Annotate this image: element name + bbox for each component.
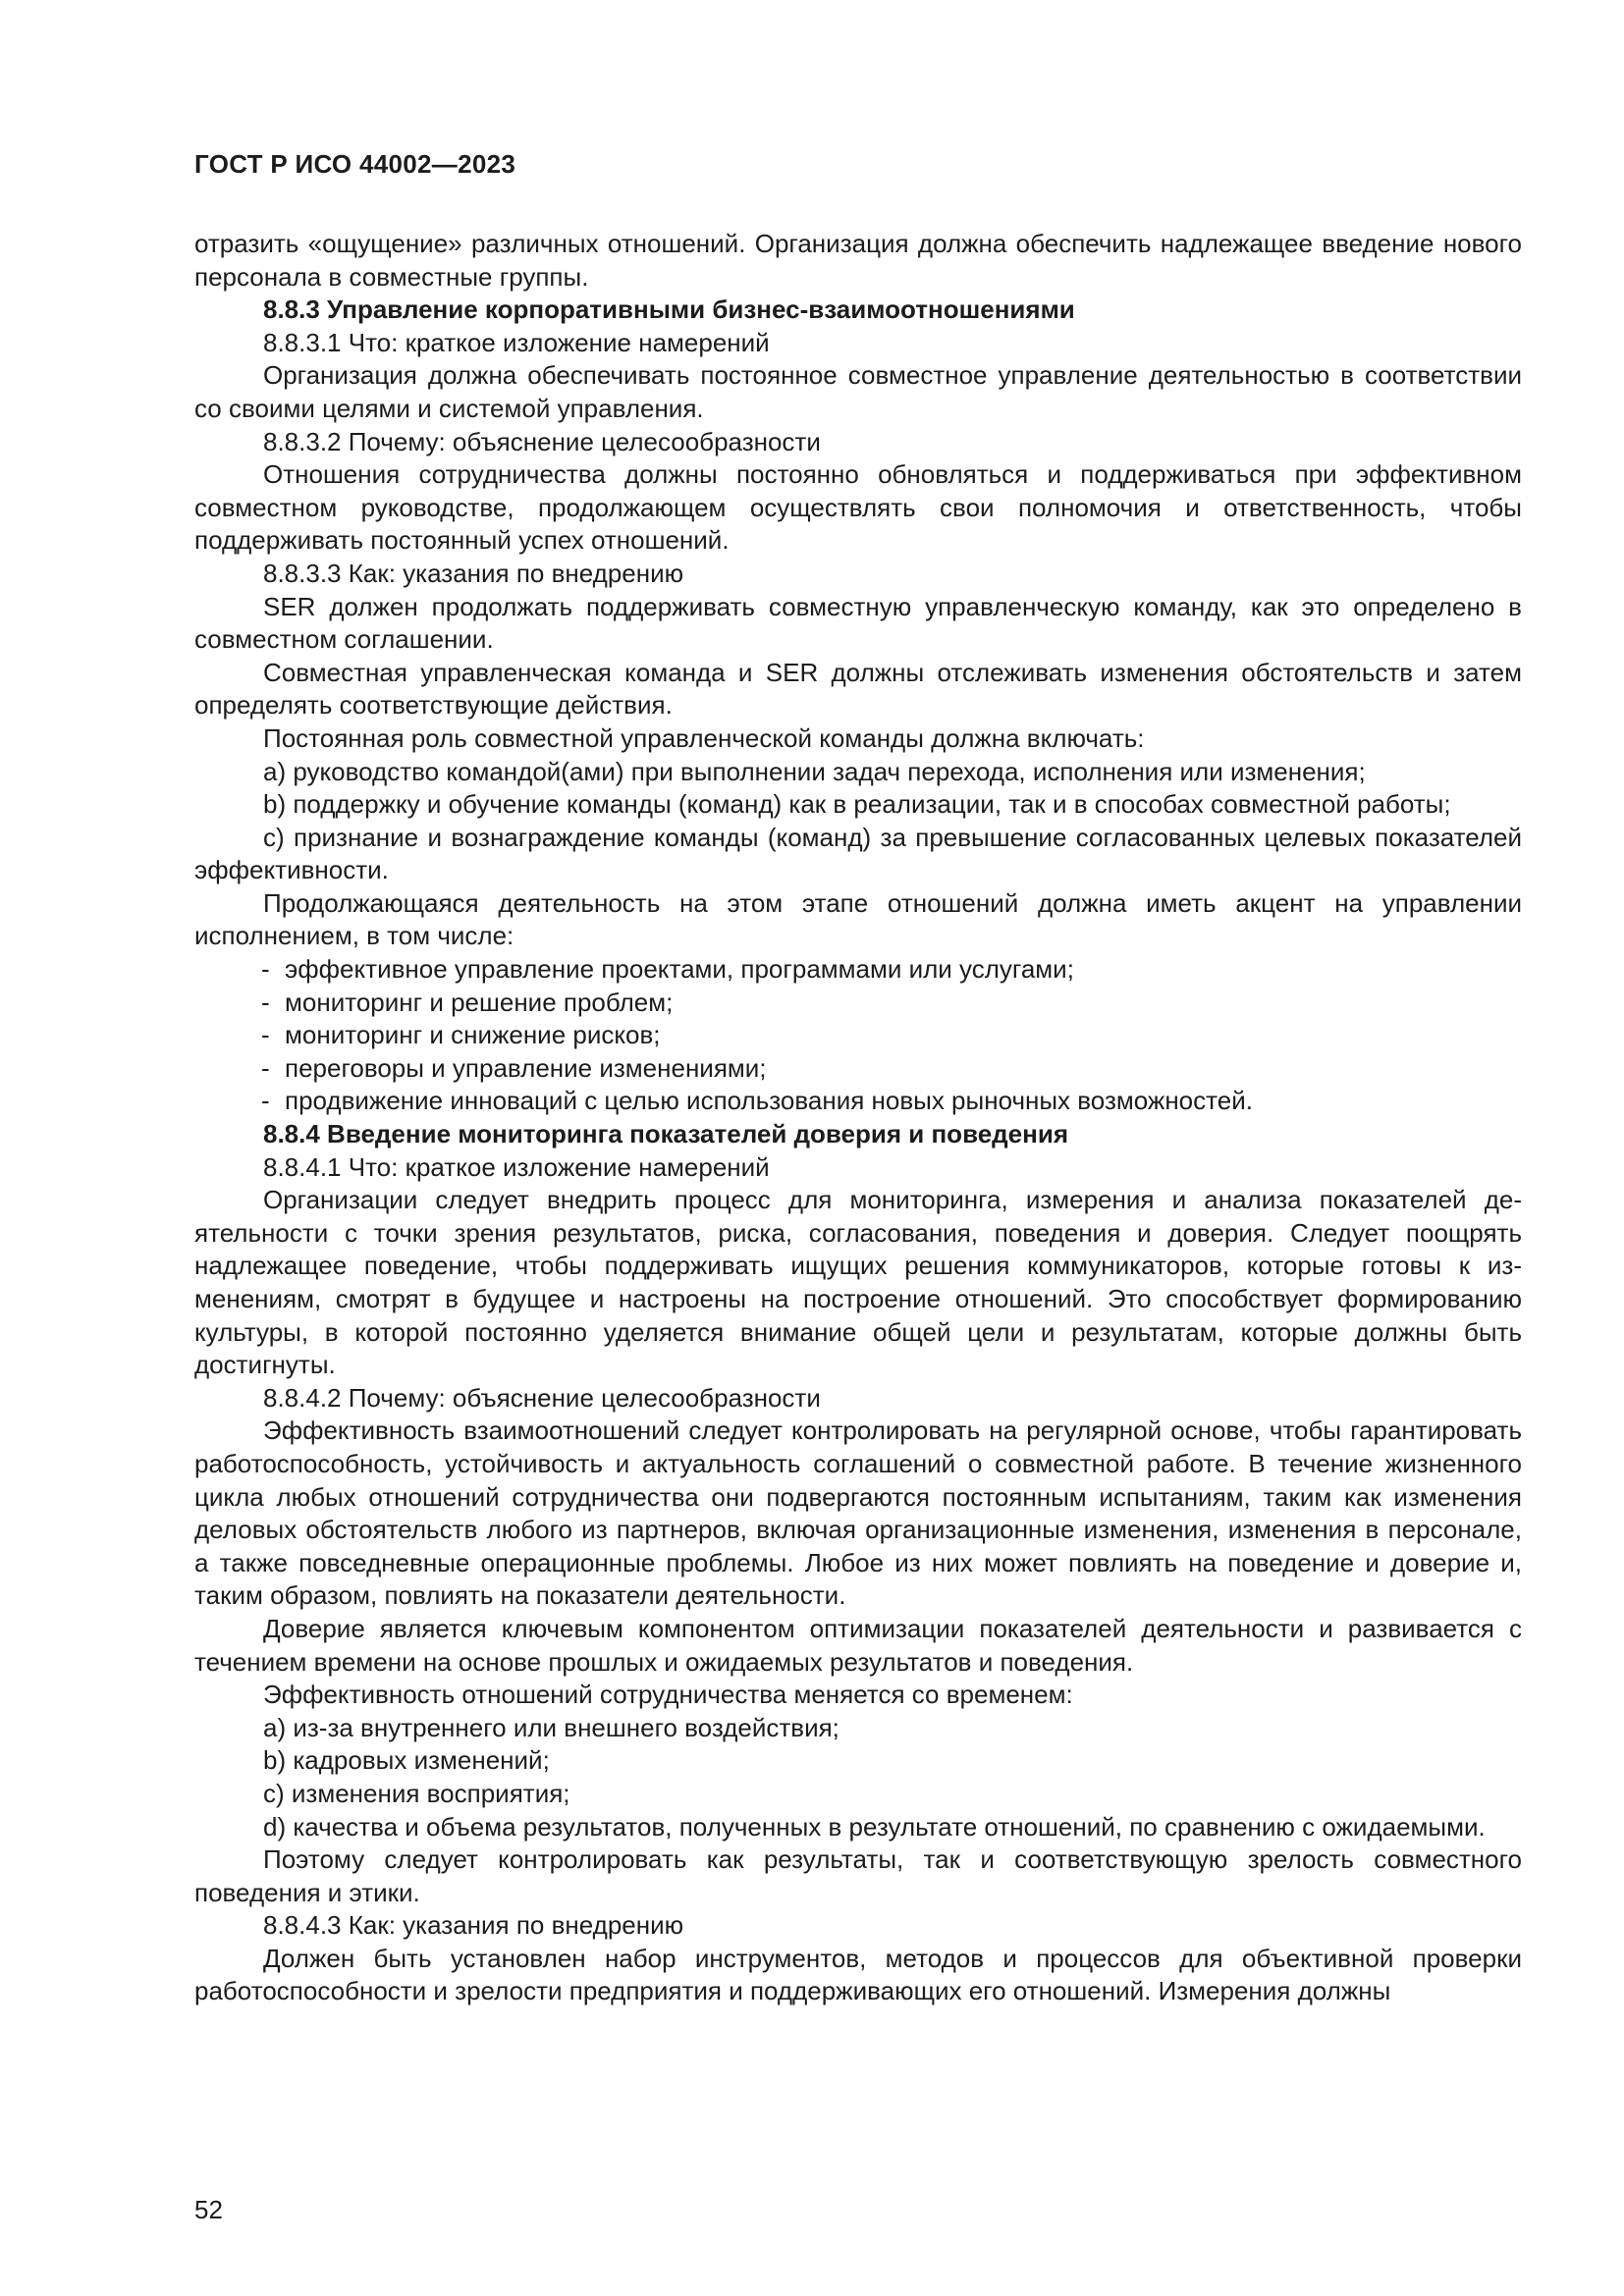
list-item: d) качества и объема результатов, полученных в результате отношений, по сравнению с ожидаемыми.	[263, 1811, 1486, 1842]
list-item: a) руководство командой(ами) при выполнении задач перехода, исполнения или изменения;	[263, 756, 1366, 786]
paragraph: Совместная управленческая команда и SER должны отслеживать изменения обстоятельств и затем определять соответствующие действия.	[194, 657, 1522, 721]
list-item: b) поддержку и обучение команды (команд) как в реализации, так и в способах совместной работы;	[263, 789, 1451, 820]
paragraph: Должен быть установлен набор инструментов, методов и процессов для объективной проверки работоспособности и зрелости предприятия и поддерживающих его отношений. Измерения должны	[194, 1943, 1522, 2006]
dash-list-item	[194, 1019, 1522, 1052]
dash-list-item-text: эффективное управление проектами, программами или услугами;	[285, 954, 1074, 985]
paragraph: Поэтому следует контролировать как результаты, так и соответствующую зрелость совместного поведения и этики.	[194, 1844, 1522, 1907]
list-item: c) изменения восприятия;	[263, 1778, 570, 1808]
page-number: 52	[194, 2195, 223, 2224]
paragraph: Организации следует внедрить процесс для мониторинга, измерения и анализа показателей деятельности с точки зрения результатов, риска, согласования, поведения и доверия. Следует поощрять надлежащее поведение, чтобы поддерживать ищущих решения коммуникаторов, которые готовы к изменениям, смотрят в будущее и настроены на построение отношений. Это способствует формированию культуры, в которой постоянно уделяется внимание общей цели и результатам, которые должны быть достигнуты.	[194, 1185, 1522, 1380]
dash-list-item	[194, 953, 1522, 987]
paragraph: Продолжающаяся деятельность на этом этапе отношений должна иметь акцент на управлении исполнением, в том числе:	[194, 887, 1522, 951]
subsection-title: 8.8.4.1 Что: краткое изложение намерений	[263, 1151, 770, 1182]
document-body	[194, 228, 1522, 2008]
paragraph: Доверие является ключевым компонентом оптимизации показателей деятельности и развивается с течением времени на основе прошлых и ожидаемых результатов и поведения.	[194, 1613, 1522, 1677]
dash-list-item-text: мониторинг и решение проблем;	[285, 987, 674, 1017]
paragraph: Отношения сотрудничества должны постоянно обновляться и поддерживаться при эффективном совместном руководстве, продолжающем осуществлять свои полномочия и ответственность, чтобы поддерживать постоянный успех отношений.	[194, 459, 1522, 556]
dash-list-item	[194, 987, 1522, 1020]
list-item: b) кадровых изменений;	[263, 1745, 550, 1776]
paragraph: SER должен продолжать поддерживать совместную управленческую команду, как это определено в совместном соглашении.	[194, 591, 1522, 655]
subsection-title: 8.8.3.2 Почему: объяснение целесообразности	[263, 426, 821, 456]
document-page	[194, 0, 1522, 2296]
paragraph: Постоянная роль совместной управленческой команды должна включать:	[263, 722, 1145, 753]
subsection-title: 8.8.4.3 Как: указания по внедрению	[263, 1910, 684, 1941]
dash-list-item	[194, 1085, 1522, 1118]
dash-list-item-text: продвижение инноваций с целью использования новых рыночных возможностей.	[285, 1086, 1253, 1116]
dash-list-item-text: мониторинг и снижение рисков;	[285, 1020, 661, 1050]
paragraph: Эффективность взаимоотношений следует контролировать на регулярной основе, чтобы гарантировать работоспособность, устойчивость и актуальность соглашений о совместной работе. В течение жизненного цикла любых отношений сотрудничества они подвергаются постоянным испытаниям, таким как изменения деловых обстоятельств любого из партнеров, включая организационные изменения, изменения в персонале, а также повседневные операционные проблемы. Любое из них может повлиять на поведение и доверие и, таким образом, повлиять на показатели деятельности.	[194, 1415, 1522, 1611]
dash-list-item-text: переговоры и управление изменениями;	[285, 1052, 767, 1083]
subsection-title: 8.8.3.3 Как: указания по внедрению	[263, 558, 684, 588]
section-heading-8-8-4: 8.8.4 Введение мониторинга показателей доверия и поведения	[263, 1119, 1068, 1149]
paragraph: Организация должна обеспечивать постоянное совместное управление деятельностью в соответствии со своими целями и системой управления.	[194, 360, 1522, 423]
subsection-title: 8.8.4.2 Почему: объяснение целесообразности	[263, 1382, 821, 1413]
section-heading-8-8-3: 8.8.3 Управление корпоративными бизнес-взаимоотношениями	[263, 294, 1075, 325]
dash-list-item	[194, 1052, 1522, 1086]
paragraph: Эффективность отношений сотрудничества меняется со временем:	[263, 1680, 1073, 1710]
subsection-title: 8.8.3.1 Что: краткое изложение намерений	[263, 327, 770, 357]
list-item: a) из-за внутреннего или внешнего воздействия;	[263, 1712, 839, 1742]
list-item: c) признание и вознаграждение команды (команд) за превышение согласованных целевых показателей эффективности.	[194, 822, 1522, 885]
standard-header: ГОСТ Р ИСО 44002—2023	[194, 149, 516, 179]
continued-paragraph: отразить «ощущение» различных отношений. Организация должна обеспечить надлежащее введение нового персонала в совместные группы.	[194, 229, 1522, 292]
